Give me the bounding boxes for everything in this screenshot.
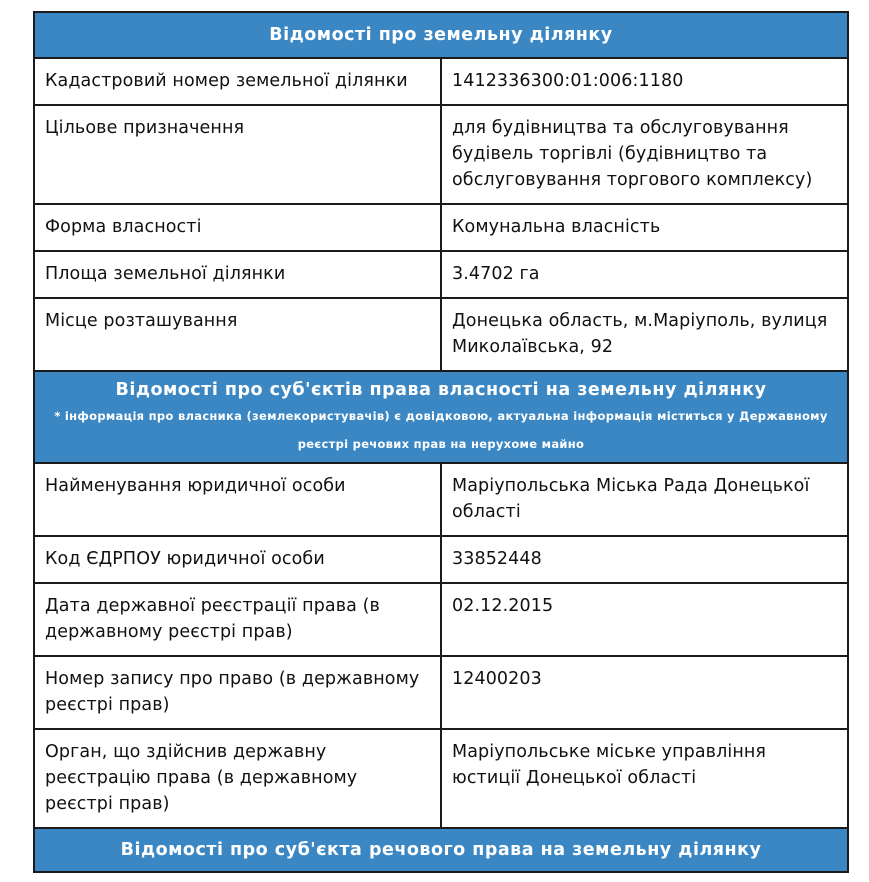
row-value-purpose: для будівництва та обслуговування будівель торгівлі (будівництво та обслуговування торгового комплексу): [441, 105, 848, 204]
section-title: Відомості про суб'єкта речового права на земельну ділянку: [120, 840, 762, 860]
section-title: Відомості про суб'єктів права власності на земельну ділянку: [115, 380, 767, 400]
row-value-registration-authority: Маріупольське міське управління юстиції Донецької області: [441, 729, 848, 828]
row-label-cadastral-number: Кадастровий номер земельної ділянки: [34, 58, 441, 105]
row-value-record-number: 12400203: [441, 656, 848, 729]
table-row: [34, 463, 848, 536]
land-info-table: [33, 11, 849, 873]
row-label-legal-entity-name: Найменування юридичної особи: [34, 463, 441, 536]
row-label-registration-authority: Орган, що здійснив державну реєстрацію права (в державному реєстрі прав): [34, 729, 441, 828]
table-row: [34, 583, 848, 656]
row-value-ownership-form: Комунальна власність: [441, 204, 848, 251]
row-value-location: Донецька область, м.Маріуполь, вулиця Миколаївська, 92: [441, 298, 848, 371]
row-label-ownership-form: Форма власності: [34, 204, 441, 251]
row-label-registration-date: Дата державної реєстрації права (в державному реєстрі прав): [34, 583, 441, 656]
table-row: [34, 729, 848, 828]
table-row: [34, 105, 848, 204]
table-row: [34, 204, 848, 251]
row-label-area: Площа земельної ділянки: [34, 251, 441, 298]
row-value-edrpou-code: 33852448: [441, 536, 848, 583]
row-label-record-number: Номер запису про право (в державному реєстрі прав): [34, 656, 441, 729]
table-row: [34, 58, 848, 105]
section-title: Відомості про земельну ділянку: [269, 25, 613, 45]
row-label-purpose: Цільове призначення: [34, 105, 441, 204]
row-label-edrpou-code: Код ЄДРПОУ юридичної особи: [34, 536, 441, 583]
row-value-legal-entity-name: Маріупольська Міська Рада Донецької області: [441, 463, 848, 536]
row-label-location: Місце розташування: [34, 298, 441, 371]
section-header-subject: [34, 828, 848, 872]
row-value-registration-date: 02.12.2015: [441, 583, 848, 656]
table-row: [34, 656, 848, 729]
table-row: [34, 536, 848, 583]
section-header-land: [34, 12, 848, 58]
section-header-owners: [34, 371, 848, 463]
table-row: [34, 298, 848, 371]
section-note: * інформація про власника (землекористувачів) є довідковою, актуальна інформація міститься у Державному реєстрі речових прав на нерухоме майно: [54, 409, 828, 451]
row-value-area: 3.4702 га: [441, 251, 848, 298]
row-value-cadastral-number: 1412336300:01:006:1180: [441, 58, 848, 105]
table-row: [34, 251, 848, 298]
